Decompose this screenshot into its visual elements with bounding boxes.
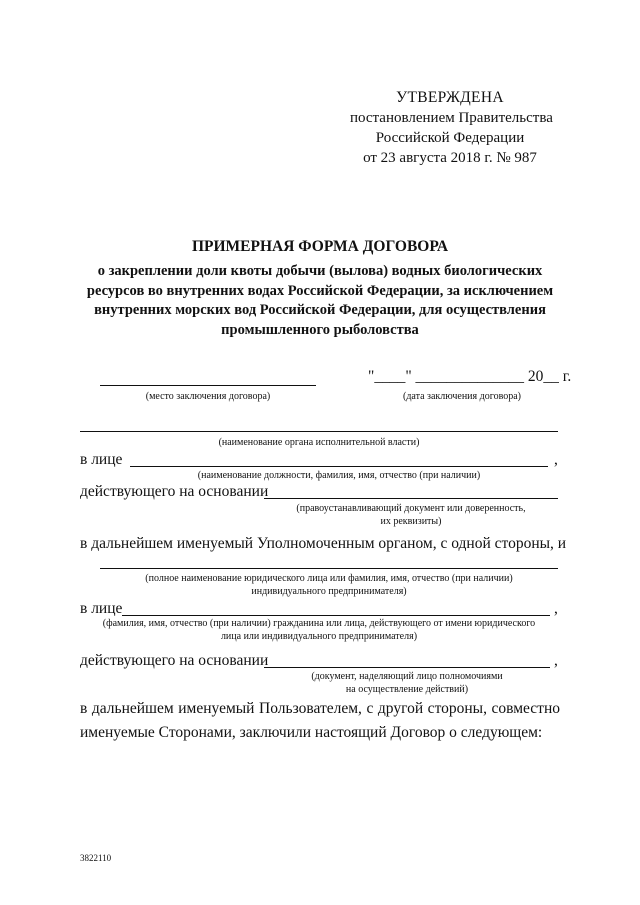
authority-basis-caption-1: (правоустанавливающий документ или доверенность, bbox=[296, 503, 526, 514]
user-person-caption-1: (фамилия, имя, отчество (при наличии) гражданина или лица, действующего от имени юридического bbox=[102, 618, 536, 629]
authority-name-caption: (наименование органа исполнительной власти) bbox=[218, 437, 420, 448]
user-person-comma: , bbox=[554, 600, 558, 617]
footer-code: 3822110 bbox=[80, 853, 112, 863]
user-name-line[interactable] bbox=[100, 568, 558, 569]
user-basis-line[interactable] bbox=[264, 667, 550, 668]
user-basis-caption-1: (документ, наделяющий лицо полномочиями bbox=[311, 671, 503, 682]
approval-line-federation: Российской Федерации bbox=[375, 130, 525, 146]
place-line[interactable] bbox=[100, 385, 316, 386]
place-caption: (место заключения договора) bbox=[145, 391, 271, 402]
user-person-line[interactable] bbox=[122, 615, 550, 616]
approval-line-date: от 23 августа 2018 г. № 987 bbox=[363, 150, 537, 166]
closing-paragraph: в дальнейшем именуемый Пользователем, с другой стороны, совместно именуемые Сторонами, заключили настоящий Договор о следующем: bbox=[80, 700, 560, 741]
authority-hereinafter: в дальнейшем именуемый Уполномоченным органом, с одной стороны, и bbox=[80, 535, 567, 552]
user-basis-caption-2: на осуществление действий) bbox=[345, 684, 469, 695]
approval-heading: УТВЕРЖДЕНА bbox=[396, 89, 504, 106]
user-name-caption-1: (полное наименование юридического лица или фамилия, имя, отчество (при наличии) bbox=[145, 573, 513, 584]
approval-line-decree: постановлением Правительства bbox=[350, 110, 553, 126]
approval-block bbox=[350, 88, 553, 168]
document-title: ПРИМЕРНАЯ ФОРМА ДОГОВОРА bbox=[191, 238, 449, 255]
document-subtitle: о закреплении доли квоты добычи (вылова) водных биологических ресурсов во внутренних водах Российской Федерации, за исключением внутренних морских вод Российской Федерации, для осуществления промышленного рыболовства bbox=[86, 263, 554, 338]
user-basis-comma: , bbox=[554, 652, 558, 669]
date-caption: (дата заключения договора) bbox=[403, 391, 521, 402]
user-person-caption-2: лица или индивидуального предпринимателя) bbox=[220, 631, 418, 642]
authority-basis-caption-2: их реквизиты) bbox=[380, 516, 442, 527]
authority-person-comma: , bbox=[554, 451, 558, 468]
authority-name-line[interactable] bbox=[80, 431, 558, 432]
authority-in-person-label: в лице bbox=[80, 451, 123, 468]
date-field[interactable]: "____" ______________ 20__ г. bbox=[368, 368, 572, 385]
authority-person-caption: (наименование должности, фамилия, имя, отчество (при наличии) bbox=[197, 470, 481, 481]
authority-basis-line[interactable] bbox=[264, 498, 558, 499]
user-in-person-label: в лице bbox=[80, 600, 123, 617]
user-name-caption-2: индивидуального предпринимателя) bbox=[251, 586, 407, 597]
user-basis-label: действующего на основании bbox=[80, 652, 269, 669]
authority-person-line[interactable] bbox=[130, 466, 548, 467]
authority-basis-label: действующего на основании bbox=[80, 483, 269, 500]
